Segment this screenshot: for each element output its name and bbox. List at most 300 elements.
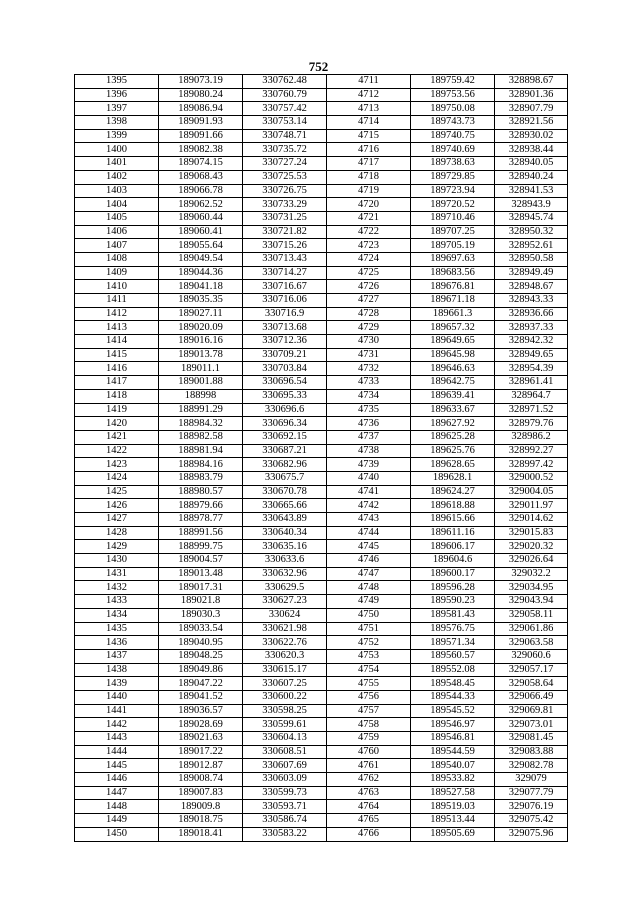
- y-coordinate-left: 330632.96: [243, 567, 327, 581]
- y-coordinate-right: 328941.53: [495, 184, 568, 198]
- y-coordinate-right: 328943.33: [495, 294, 568, 308]
- y-coordinate-left: 330598.25: [243, 704, 327, 718]
- x-coordinate-right: 189646.63: [411, 362, 495, 376]
- y-coordinate-right: 329014.62: [495, 513, 568, 527]
- y-coordinate-right: 328942.32: [495, 335, 568, 349]
- table-row: [75, 376, 568, 390]
- point-number-right: 4753: [327, 649, 411, 663]
- table-row: [75, 143, 568, 157]
- point-number-left: 1417: [75, 376, 159, 390]
- table-row: [75, 430, 568, 444]
- y-coordinate-right: 329004.05: [495, 485, 568, 499]
- y-coordinate-left: 330624: [243, 608, 327, 622]
- y-coordinate-right: 328936.66: [495, 307, 568, 321]
- x-coordinate-right: 189576.75: [411, 622, 495, 636]
- point-number-left: 1399: [75, 129, 159, 143]
- point-number-left: 1410: [75, 280, 159, 294]
- x-coordinate-left: 189028.69: [159, 718, 243, 732]
- point-number-left: 1437: [75, 649, 159, 663]
- table-row: [75, 280, 568, 294]
- x-coordinate-left: 189001.88: [159, 376, 243, 390]
- x-coordinate-right: 189738.63: [411, 157, 495, 171]
- table-row: [75, 417, 568, 431]
- table-row: [75, 773, 568, 787]
- y-coordinate-left: 330716.67: [243, 280, 327, 294]
- point-number-left: 1450: [75, 827, 159, 841]
- point-number-right: 4736: [327, 417, 411, 431]
- x-coordinate-left: 189021.63: [159, 732, 243, 746]
- x-coordinate-left: 189041.18: [159, 280, 243, 294]
- table-row: [75, 266, 568, 280]
- point-number-left: 1442: [75, 718, 159, 732]
- point-number-right: 4713: [327, 102, 411, 116]
- y-coordinate-left: 330603.09: [243, 773, 327, 787]
- y-coordinate-right: 329083.88: [495, 745, 568, 759]
- y-coordinate-right: 329081.45: [495, 732, 568, 746]
- x-coordinate-right: 189661.3: [411, 307, 495, 321]
- point-number-left: 1448: [75, 800, 159, 814]
- y-coordinate-left: 330620.3: [243, 649, 327, 663]
- x-coordinate-left: 189011.1: [159, 362, 243, 376]
- point-number-left: 1397: [75, 102, 159, 116]
- x-coordinate-right: 189729.85: [411, 170, 495, 184]
- table-row: [75, 499, 568, 513]
- y-coordinate-right: 328921.56: [495, 116, 568, 130]
- y-coordinate-left: 330586.74: [243, 814, 327, 828]
- y-coordinate-right: 329011.97: [495, 499, 568, 513]
- x-coordinate-left: 188980.57: [159, 485, 243, 499]
- table-row: [75, 622, 568, 636]
- point-number-left: 1421: [75, 430, 159, 444]
- x-coordinate-right: 189600.17: [411, 567, 495, 581]
- table-row: [75, 335, 568, 349]
- x-coordinate-left: 188991.56: [159, 526, 243, 540]
- table-row: [75, 827, 568, 841]
- x-coordinate-left: 189036.57: [159, 704, 243, 718]
- point-number-left: 1403: [75, 184, 159, 198]
- x-coordinate-left: 189080.24: [159, 88, 243, 102]
- table-row: [75, 102, 568, 116]
- point-number-right: 4731: [327, 348, 411, 362]
- y-coordinate-left: 330725.53: [243, 170, 327, 184]
- table-row: [75, 677, 568, 691]
- point-number-left: 1432: [75, 581, 159, 595]
- x-coordinate-left: 189020.09: [159, 321, 243, 335]
- x-coordinate-left: 189055.64: [159, 239, 243, 253]
- point-number-left: 1411: [75, 294, 159, 308]
- point-number-right: 4723: [327, 239, 411, 253]
- y-coordinate-right: 328986.2: [495, 430, 568, 444]
- y-coordinate-left: 330696.6: [243, 403, 327, 417]
- x-coordinate-left: 189007.83: [159, 786, 243, 800]
- y-coordinate-right: 328898.67: [495, 75, 568, 89]
- x-coordinate-right: 189676.81: [411, 280, 495, 294]
- point-number-right: 4728: [327, 307, 411, 321]
- point-number-right: 4725: [327, 266, 411, 280]
- x-coordinate-left: 189008.74: [159, 773, 243, 787]
- y-coordinate-left: 330682.96: [243, 458, 327, 472]
- point-number-left: 1444: [75, 745, 159, 759]
- y-coordinate-right: 328964.7: [495, 389, 568, 403]
- x-coordinate-right: 189544.33: [411, 690, 495, 704]
- table-row: [75, 170, 568, 184]
- y-coordinate-right: 329073.01: [495, 718, 568, 732]
- x-coordinate-left: 189049.86: [159, 663, 243, 677]
- x-coordinate-right: 189590.23: [411, 595, 495, 609]
- x-coordinate-right: 189571.34: [411, 636, 495, 650]
- table-row: [75, 129, 568, 143]
- x-coordinate-left: 189016.16: [159, 335, 243, 349]
- point-number-left: 1395: [75, 75, 159, 89]
- x-coordinate-left: 189068.43: [159, 170, 243, 184]
- y-coordinate-left: 330621.98: [243, 622, 327, 636]
- point-number-right: 4719: [327, 184, 411, 198]
- point-number-right: 4714: [327, 116, 411, 130]
- point-number-right: 4718: [327, 170, 411, 184]
- point-number-left: 1413: [75, 321, 159, 335]
- x-coordinate-left: 189033.54: [159, 622, 243, 636]
- x-coordinate-right: 189596.28: [411, 581, 495, 595]
- y-coordinate-right: 328948.67: [495, 280, 568, 294]
- table-row: [75, 239, 568, 253]
- point-number-right: 4733: [327, 376, 411, 390]
- x-coordinate-left: 189066.78: [159, 184, 243, 198]
- x-coordinate-left: 188999.75: [159, 540, 243, 554]
- y-coordinate-left: 330696.34: [243, 417, 327, 431]
- x-coordinate-right: 189625.28: [411, 430, 495, 444]
- y-coordinate-right: 328940.05: [495, 157, 568, 171]
- y-coordinate-left: 330599.73: [243, 786, 327, 800]
- point-number-left: 1428: [75, 526, 159, 540]
- x-coordinate-right: 189697.63: [411, 252, 495, 266]
- y-coordinate-right: 329057.17: [495, 663, 568, 677]
- x-coordinate-right: 189628.1: [411, 471, 495, 485]
- point-number-right: 4758: [327, 718, 411, 732]
- table-row: [75, 157, 568, 171]
- point-number-left: 1396: [75, 88, 159, 102]
- y-coordinate-left: 330608.51: [243, 745, 327, 759]
- x-coordinate-right: 189633.67: [411, 403, 495, 417]
- y-coordinate-right: 328950.32: [495, 225, 568, 239]
- x-coordinate-left: 188982.58: [159, 430, 243, 444]
- x-coordinate-right: 189720.52: [411, 198, 495, 212]
- point-number-left: 1401: [75, 157, 159, 171]
- point-number-right: 4759: [327, 732, 411, 746]
- point-number-right: 4740: [327, 471, 411, 485]
- y-coordinate-left: 330600.22: [243, 690, 327, 704]
- y-coordinate-right: 329000.52: [495, 471, 568, 485]
- x-coordinate-right: 189710.46: [411, 211, 495, 225]
- table-row: [75, 540, 568, 554]
- x-coordinate-left: 189018.75: [159, 814, 243, 828]
- point-number-left: 1430: [75, 554, 159, 568]
- page-number: 752: [308, 59, 329, 74]
- point-number-right: 4747: [327, 567, 411, 581]
- y-coordinate-left: 330607.69: [243, 759, 327, 773]
- x-coordinate-left: 189048.25: [159, 649, 243, 663]
- x-coordinate-right: 189615.66: [411, 513, 495, 527]
- table-row: [75, 307, 568, 321]
- x-coordinate-left: 189035.35: [159, 294, 243, 308]
- y-coordinate-left: 330762.48: [243, 75, 327, 89]
- point-number-left: 1423: [75, 458, 159, 472]
- point-number-left: 1422: [75, 444, 159, 458]
- point-number-left: 1418: [75, 389, 159, 403]
- y-coordinate-right: 329069.81: [495, 704, 568, 718]
- point-number-left: 1424: [75, 471, 159, 485]
- x-coordinate-right: 189649.65: [411, 335, 495, 349]
- y-coordinate-right: 328937.33: [495, 321, 568, 335]
- point-number-right: 4750: [327, 608, 411, 622]
- x-coordinate-right: 189645.98: [411, 348, 495, 362]
- table-row: [75, 252, 568, 266]
- x-coordinate-left: 189091.93: [159, 116, 243, 130]
- point-number-right: 4766: [327, 827, 411, 841]
- point-number-right: 4724: [327, 252, 411, 266]
- table-row: [75, 513, 568, 527]
- y-coordinate-left: 330727.24: [243, 157, 327, 171]
- point-number-right: 4757: [327, 704, 411, 718]
- y-coordinate-right: 329075.42: [495, 814, 568, 828]
- point-number-left: 1425: [75, 485, 159, 499]
- point-number-left: 1414: [75, 335, 159, 349]
- x-coordinate-right: 189611.16: [411, 526, 495, 540]
- table-row: [75, 595, 568, 609]
- y-coordinate-left: 330735.72: [243, 143, 327, 157]
- point-number-right: 4720: [327, 198, 411, 212]
- y-coordinate-left: 330712.36: [243, 335, 327, 349]
- x-coordinate-left: 189044.36: [159, 266, 243, 280]
- point-number-left: 1440: [75, 690, 159, 704]
- y-coordinate-left: 330622.76: [243, 636, 327, 650]
- table-row: [75, 403, 568, 417]
- point-number-right: 4717: [327, 157, 411, 171]
- table-row: [75, 636, 568, 650]
- x-coordinate-right: 189740.69: [411, 143, 495, 157]
- point-number-right: 4741: [327, 485, 411, 499]
- point-number-right: 4764: [327, 800, 411, 814]
- point-number-right: 4737: [327, 430, 411, 444]
- point-number-left: 1419: [75, 403, 159, 417]
- x-coordinate-left: 189027.11: [159, 307, 243, 321]
- x-coordinate-left: 189062.52: [159, 198, 243, 212]
- point-number-left: 1416: [75, 362, 159, 376]
- table-row: [75, 581, 568, 595]
- y-coordinate-right: 328938.44: [495, 143, 568, 157]
- x-coordinate-right: 189642.75: [411, 376, 495, 390]
- x-coordinate-right: 189753.56: [411, 88, 495, 102]
- y-coordinate-left: 330670.78: [243, 485, 327, 499]
- y-coordinate-left: 330599.61: [243, 718, 327, 732]
- coordinates-table-body: [75, 75, 568, 842]
- y-coordinate-left: 330760.79: [243, 88, 327, 102]
- point-number-left: 1406: [75, 225, 159, 239]
- table-row: [75, 567, 568, 581]
- x-coordinate-right: 189552.08: [411, 663, 495, 677]
- y-coordinate-left: 330593.71: [243, 800, 327, 814]
- table-row: [75, 732, 568, 746]
- y-coordinate-right: 329061.86: [495, 622, 568, 636]
- point-number-left: 1412: [75, 307, 159, 321]
- x-coordinate-right: 189581.43: [411, 608, 495, 622]
- point-number-left: 1415: [75, 348, 159, 362]
- point-number-left: 1402: [75, 170, 159, 184]
- x-coordinate-left: 189004.57: [159, 554, 243, 568]
- y-coordinate-right: 328940.24: [495, 170, 568, 184]
- x-coordinate-left: 189013.78: [159, 348, 243, 362]
- y-coordinate-left: 330583.22: [243, 827, 327, 841]
- point-number-right: 4765: [327, 814, 411, 828]
- point-number-left: 1427: [75, 513, 159, 527]
- x-coordinate-left: 189060.41: [159, 225, 243, 239]
- point-number-left: 1426: [75, 499, 159, 513]
- y-coordinate-right: 328950.58: [495, 252, 568, 266]
- x-coordinate-right: 189627.92: [411, 417, 495, 431]
- point-number-right: 4761: [327, 759, 411, 773]
- y-coordinate-right: 329079: [495, 773, 568, 787]
- point-number-left: 1409: [75, 266, 159, 280]
- table-row: [75, 554, 568, 568]
- y-coordinate-right: 328971.52: [495, 403, 568, 417]
- point-number-right: 4711: [327, 75, 411, 89]
- x-coordinate-right: 189639.41: [411, 389, 495, 403]
- point-number-right: 4726: [327, 280, 411, 294]
- table-row: [75, 225, 568, 239]
- x-coordinate-left: 189012.87: [159, 759, 243, 773]
- x-coordinate-left: 188991.29: [159, 403, 243, 417]
- x-coordinate-left: 188979.66: [159, 499, 243, 513]
- x-coordinate-right: 189540.07: [411, 759, 495, 773]
- point-number-right: 4716: [327, 143, 411, 157]
- x-coordinate-right: 189628.65: [411, 458, 495, 472]
- point-number-left: 1429: [75, 540, 159, 554]
- point-number-right: 4742: [327, 499, 411, 513]
- x-coordinate-right: 189750.08: [411, 102, 495, 116]
- point-number-left: 1447: [75, 786, 159, 800]
- x-coordinate-right: 189705.19: [411, 239, 495, 253]
- x-coordinate-right: 189707.25: [411, 225, 495, 239]
- y-coordinate-left: 330607.25: [243, 677, 327, 691]
- point-number-right: 4755: [327, 677, 411, 691]
- y-coordinate-left: 330627.23: [243, 595, 327, 609]
- y-coordinate-right: 328949.49: [495, 266, 568, 280]
- point-number-left: 1420: [75, 417, 159, 431]
- x-coordinate-left: 189009.8: [159, 800, 243, 814]
- point-number-right: 4745: [327, 540, 411, 554]
- point-number-right: 4732: [327, 362, 411, 376]
- point-number-right: 4749: [327, 595, 411, 609]
- point-number-right: 4756: [327, 690, 411, 704]
- x-coordinate-left: 188984.16: [159, 458, 243, 472]
- y-coordinate-left: 330715.26: [243, 239, 327, 253]
- x-coordinate-right: 189544.59: [411, 745, 495, 759]
- x-coordinate-right: 189657.32: [411, 321, 495, 335]
- y-coordinate-right: 329034.95: [495, 581, 568, 595]
- x-coordinate-left: 189082.38: [159, 143, 243, 157]
- y-coordinate-left: 330709.21: [243, 348, 327, 362]
- x-coordinate-right: 189545.52: [411, 704, 495, 718]
- point-number-left: 1400: [75, 143, 159, 157]
- y-coordinate-right: 329058.64: [495, 677, 568, 691]
- table-row: [75, 485, 568, 499]
- x-coordinate-right: 189548.45: [411, 677, 495, 691]
- y-coordinate-left: 330713.43: [243, 252, 327, 266]
- point-number-left: 1438: [75, 663, 159, 677]
- x-coordinate-right: 189743.73: [411, 116, 495, 130]
- x-coordinate-right: 189740.75: [411, 129, 495, 143]
- table-row: [75, 88, 568, 102]
- point-number-right: 4735: [327, 403, 411, 417]
- y-coordinate-left: 330692.15: [243, 430, 327, 444]
- table-row: [75, 198, 568, 212]
- y-coordinate-right: 329075.96: [495, 827, 568, 841]
- y-coordinate-left: 330753.14: [243, 116, 327, 130]
- x-coordinate-left: 189013.48: [159, 567, 243, 581]
- y-coordinate-right: 328907.79: [495, 102, 568, 116]
- point-number-left: 1436: [75, 636, 159, 650]
- x-coordinate-right: 189519.03: [411, 800, 495, 814]
- point-number-right: 4763: [327, 786, 411, 800]
- y-coordinate-left: 330633.6: [243, 554, 327, 568]
- table-row: [75, 786, 568, 800]
- x-coordinate-right: 189683.56: [411, 266, 495, 280]
- x-coordinate-right: 189671.18: [411, 294, 495, 308]
- table-row: [75, 814, 568, 828]
- table-row: [75, 690, 568, 704]
- point-number-left: 1443: [75, 732, 159, 746]
- table-row: [75, 471, 568, 485]
- x-coordinate-left: 188998: [159, 389, 243, 403]
- point-number-right: 4743: [327, 513, 411, 527]
- table-row: [75, 389, 568, 403]
- x-coordinate-left: 189040.95: [159, 636, 243, 650]
- point-number-right: 4744: [327, 526, 411, 540]
- x-coordinate-right: 189546.81: [411, 732, 495, 746]
- point-number-right: 4738: [327, 444, 411, 458]
- y-coordinate-right: 329076.19: [495, 800, 568, 814]
- y-coordinate-right: 328952.61: [495, 239, 568, 253]
- x-coordinate-left: 189091.66: [159, 129, 243, 143]
- x-coordinate-left: 188978.77: [159, 513, 243, 527]
- y-coordinate-left: 330615.17: [243, 663, 327, 677]
- point-number-left: 1408: [75, 252, 159, 266]
- y-coordinate-right: 329032.2: [495, 567, 568, 581]
- point-number-left: 1434: [75, 608, 159, 622]
- x-coordinate-right: 189625.76: [411, 444, 495, 458]
- y-coordinate-left: 330643.89: [243, 513, 327, 527]
- table-row: [75, 718, 568, 732]
- x-coordinate-right: 189505.69: [411, 827, 495, 841]
- x-coordinate-left: 189073.19: [159, 75, 243, 89]
- y-coordinate-right: 329063.58: [495, 636, 568, 650]
- point-number-left: 1446: [75, 773, 159, 787]
- x-coordinate-left: 189047.22: [159, 677, 243, 691]
- point-number-left: 1405: [75, 211, 159, 225]
- y-coordinate-right: 328945.74: [495, 211, 568, 225]
- y-coordinate-left: 330695.33: [243, 389, 327, 403]
- y-coordinate-right: 329082.78: [495, 759, 568, 773]
- y-coordinate-right: 328949.65: [495, 348, 568, 362]
- point-number-right: 4715: [327, 129, 411, 143]
- table-row: [75, 116, 568, 130]
- point-number-right: 4754: [327, 663, 411, 677]
- x-coordinate-left: 188984.32: [159, 417, 243, 431]
- point-number-left: 1398: [75, 116, 159, 130]
- y-coordinate-right: 329066.49: [495, 690, 568, 704]
- y-coordinate-left: 330714.27: [243, 266, 327, 280]
- y-coordinate-left: 330675.7: [243, 471, 327, 485]
- point-number-right: 4746: [327, 554, 411, 568]
